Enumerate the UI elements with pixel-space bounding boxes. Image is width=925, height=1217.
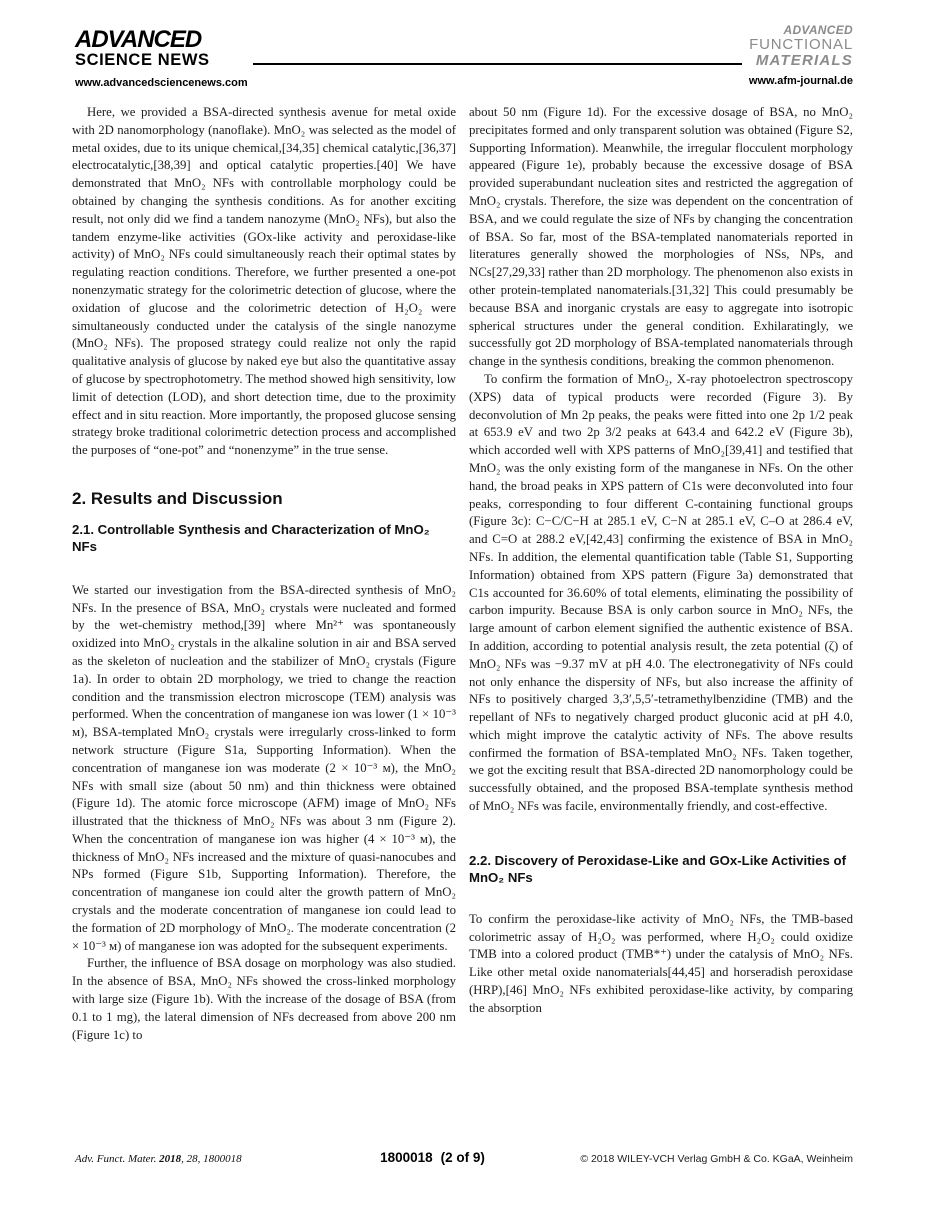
intro-paragraph: Here, we provided a BSA-directed synthesis avenue for metal oxide with 2D nanomorphology (nanoflake). MnO₂ was selected as the model of metal oxides, due to its unique chemical,[34,35] chemical catalytic,[36,37] electrocatalytic,[38,39] and optical catalytic properties.[40] We have demonstrated that MnO₂ NFs with controllable morphology could be obtained by changing the synthesis conditions. As for another exciting result, not only did we find a tandem nanozyme (MnO₂ NFs), but also the tandem enzyme-like activities (GOx-like activity and peroxidase-like activity) of MnO₂ NFs could simultaneously reach their optimal states by regulating reaction conditions. Therefore, we further presented a one-pot nonenzymatic strategy for the colorimetric detection of glucose, where the oxidation of glucose and the colorimetric detection of H₂O₂ were simultaneously conducted under the catalysis of the single nanozyme (MnO₂ NFs). The proposed strategy could realize not only the rapid qualitative analysis of glucose by naked eye but also the quantitative assay of glucose by spectrophotometry. The method showed high sensitivity, low limit of detection (LOD), and short detection time, due to the proximity effect and in situ reaction. More importantly, the proposed glucose sensing strategy broke traditional colorimetric detection process and accomplished the purposes of “one-pot” and “nonenzyme” in the true sense. xyxy=(72,105,456,458)
right-paragraph-1: about 50 nm (Figure 1d). For the excessive dosage of BSA, no MnO₂ precipitates formed and only transparent solution was obtained (Figure S2, Supporting Information). Meanwhile, the irregular flocculent morphology appeared (Figure 1e), probably because the excessive dosage of BSA provided superabundant nucleation sites and restricted the aggregation of MnO₂ crystals. Therefore, the size was dependent on the concentration of BSA, and we could regulate the size of NFs by changing the concentration of BSA. So far, most of the BSA-templated nanomaterials reported in literatures generally showed the morphologies of NSs, NPs, and NCs[27,29,33] rather than 2D morphology. The phenomenon also exists in other protein-templated nanomaterials.[31,32] This could presumably be because BSA and inorganic crystals are easy to aggregate into isotropic spherical structures under the general condition. Exhilaratingly, we successfully got 2D morphology of BSA-templated nanomaterials through change in the synthesis conditions, breaking the common phenomenon. xyxy=(469,105,853,369)
article-body xyxy=(72,104,853,1142)
citation-journal: Adv. Funct. Mater. xyxy=(75,1153,160,1165)
afm-journal-logo xyxy=(749,24,853,87)
page-footer xyxy=(72,1150,853,1172)
article-number: 1800018 xyxy=(380,1150,433,1165)
advanced-science-news-logo xyxy=(75,28,248,89)
section-2-2-heading: 2.2. Discovery of Peroxidase-Like and GOx-Like Activities of MnO₂ NFs xyxy=(469,852,846,886)
afm-journal-url: www.afm-journal.de xyxy=(748,74,853,87)
section-2-2-paragraph-1: To confirm the peroxidase-like activity of MnO₂ NFs, the TMB-based colorimetric assay of H₂O₂ was performed, where H₂O₂ could oxidize TMB into a colored product (TMB*⁺) under the catalysis of MnO₂ NFs. Like other metal oxide nanomaterials[44,45] and horseradish peroxidase (HRP),[46] MnO₂ NFs exhibited peroxidase-like activity, by comparing the absorption xyxy=(469,911,853,1015)
header-divider-rule xyxy=(253,63,742,65)
citation-volume-article: , 28, 1800018 xyxy=(181,1153,242,1165)
afm-logo-line3: MATERIALS xyxy=(755,52,853,70)
afm-logo-line1: ADVANCED xyxy=(783,23,853,37)
page-of-pages: (2 of 9) xyxy=(440,1150,485,1165)
copyright-notice: © 2018 WILEY-VCH Verlag GmbH & Co. KGaA, Weinheim xyxy=(580,1153,853,1165)
section-2-1-heading: 2.1. Controllable Synthesis and Characterization of MnO₂ NFs xyxy=(72,521,430,555)
section-2-heading: 2. Results and Discussion xyxy=(72,488,283,508)
logo-subtitle: SCIENCE NEWS xyxy=(75,51,210,69)
citation-year: 2018 xyxy=(159,1153,182,1165)
logo-title: ADVANCED xyxy=(75,26,202,53)
right-column xyxy=(469,104,853,1142)
afm-logo-line2: FUNCTIONAL xyxy=(749,36,853,54)
science-news-url: www.advancedsciencenews.com xyxy=(75,77,248,90)
right-paragraph-2: To confirm the formation of MnO₂, X-ray photoelectron spectroscopy (XPS) data of typical products were recorded (Figure 3). By deconvolution of Mn 2p peaks, the peaks were fitted into one 2p 1/2 peak at 653.9 eV and two 2p 3/2 peaks at 643.4 and 642.2 eV (Figure 3b), which accorded well with XPS patterns of MnO₂[39,41] and testified that MnO₂ was the only existing form of the manganese in NFs. On the other hand, the broad peaks in XPS pattern of C1s were deconvoluted into four peaks, corresponding to four different C-containing functional groups (Figure 3c): C−C/C−H at 285.1 eV, C−N at 285.1 eV, C–O at 286.4 eV, and C=O at 288.2 eV,[42,43] confirming the existence of BSA in MnO₂ NFs. In addition, the elemental quantification table (Table S1, Supporting Information) obtained from XPS pattern (Figure 3a) demonstrated that C1s accounted for 36.60% of total elements, eliminating the possibility of carbon impurity. Because BSA is only carbon source in MnO₂ NFs, the large amount of carbon element signified the authentic existence of BSA. In addition, according to potential analysis result, the zeta potential (ζ) of MnO₂ NFs was −9.37 mV at pH 4.0. The electronegativity of NFs could not only enhance the dispersity of NFs, but also increase the affinity of NFs to positively charged 3,3′,5,5′-tetramethylbenzidine (TMB) and the repellant of NFs to negatively charged product gluconic acid at pH 4.0, which might improve the catalytic activity of NFs. The above results confirmed the formation of BSA-templated MnO₂ NFs. Taken together, we got the exciting result that BSA-directed 2D nanomorphology could be successfully obtained, and the proposed BSA-template synthesis method of MnO₂ NFs was facile, environmentally friendly, and cost-effective. xyxy=(469,371,853,814)
journal-header xyxy=(0,0,925,104)
section-2-1-paragraph-2: Further, the influence of BSA dosage on morphology was also studied. In the absence of BSA, MnO₂ NFs showed the cross-linked morphology with large size (Figure 1b). With the increase of the dosage of BSA (from 0.1 to 1 mg), the lateral dimension of NFs decreased from above 200 nm (Figure 1c) to xyxy=(72,956,456,1042)
section-2-1-paragraph-1: We started our investigation from the BSA-directed synthesis of MnO₂ NFs. In the presence of BSA, MnO₂ crystals were nucleated and formed by the wet-chemistry method,[39] where Mn²⁺ was spontaneously oxidized into MnO₂ crystals in the alkaline solution in air and BSA served as the skeleton of nucleation and the stabilizer of MnO₂ crystals (Figure 1a). In order to obtain 2D morphology, we tried to change the reaction condition and the transmission electron microscope (TEM) analysis was performed. When the concentration of manganese ion was lower (1 × 10⁻³ ᴍ), BSA-templated MnO₂ crystals were irregularly cross-linked to form network structure (Figure S1a, Supporting Information). When the concentration of manganese ion was moderate (2 × 10⁻³ ᴍ), the MnO₂ NFs with small size (about 50 nm) and thin thickness were obtained (Figure 1d). The atomic force microscope (AFM) image of MnO₂ NFs illustrated that the thickness of MnO₂ NFs was about 3 nm (Figure 2). When the concentration of manganese ion was higher (4 × 10⁻³ ᴍ), the thickness of MnO₂ NFs increased and the mixture of quasi-nanocubes and NPs formed (Figure S1b, Supporting Information). Therefore, the concentration of manganese ion could alter the growth pattern of MnO₂ crystals and the moderate concentration of manganese ion could lead to the formation of 2D morphology of MnO₂. The moderate concentration (2 × 10⁻³ ᴍ) of manganese ion was adopted for the subsequent experiments. xyxy=(72,582,456,953)
left-column xyxy=(72,104,456,1142)
